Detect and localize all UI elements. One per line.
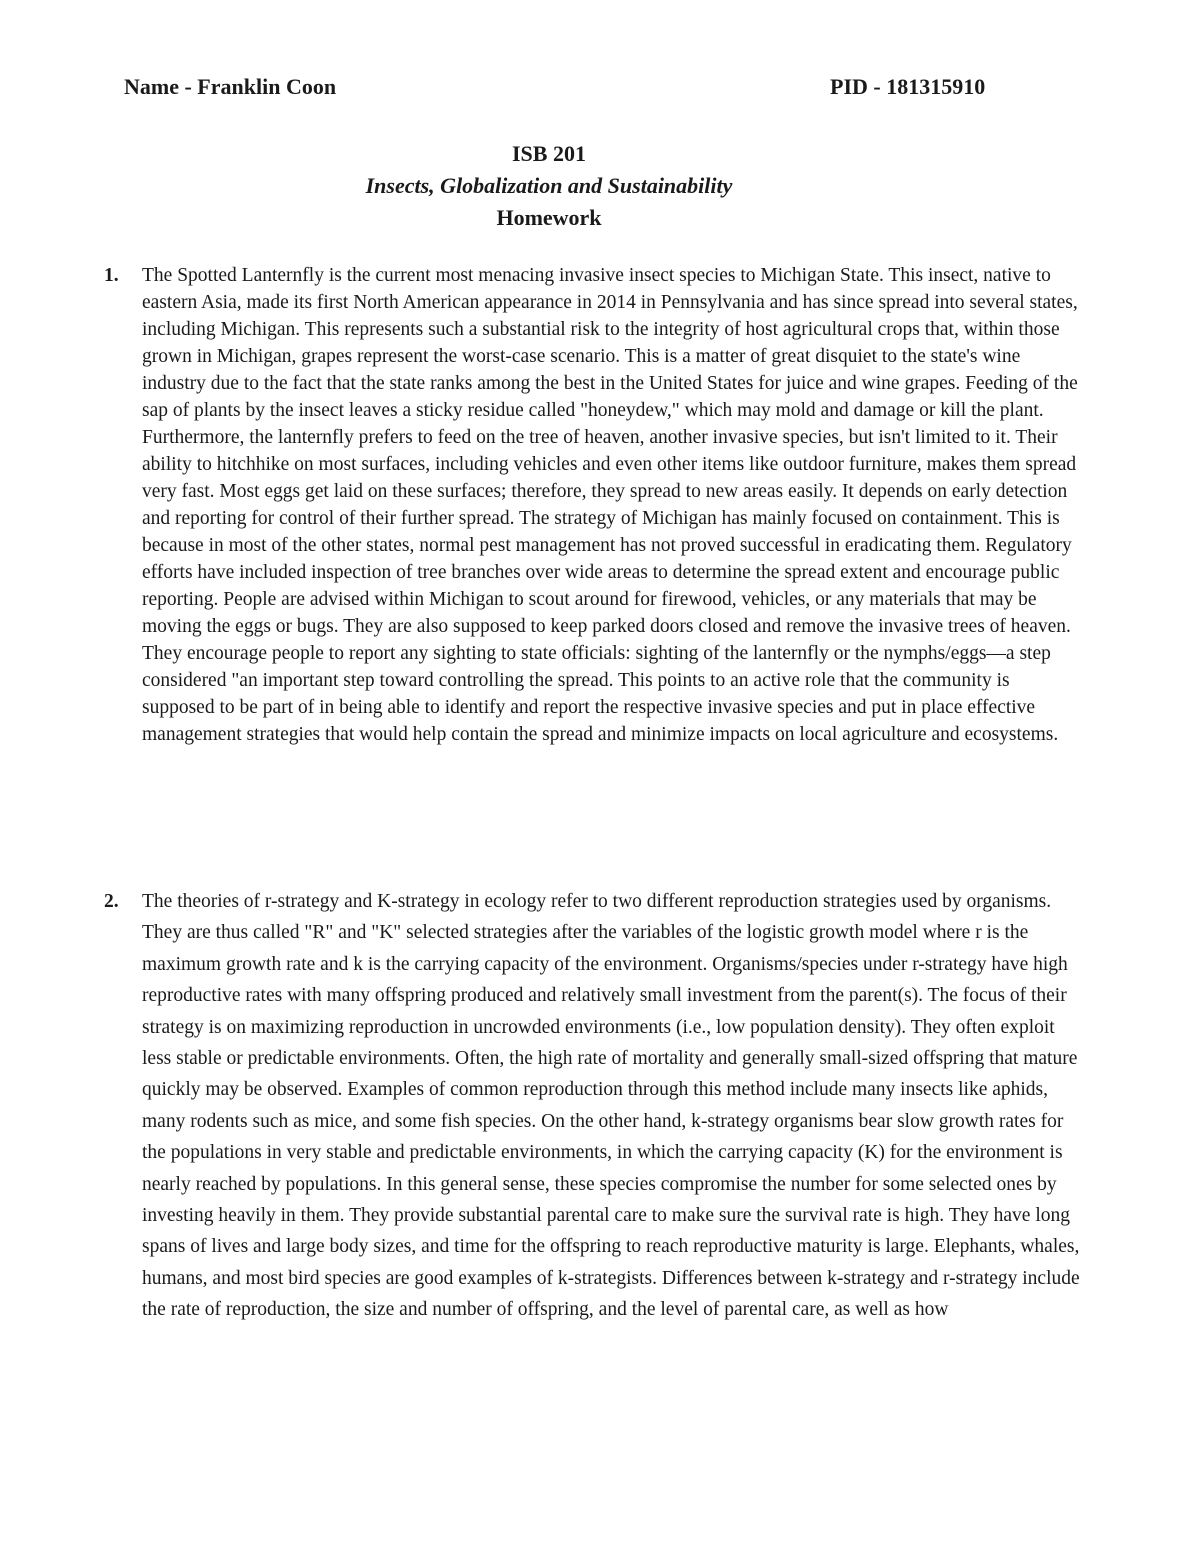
student-name: Name - Franklin Coon [124,74,337,99]
student-pid: PID - 181315910 [830,74,986,99]
document-type: Homework [496,205,602,230]
question-answer-text: The theories of r-strategy and K-strategy in ecology refer to two different reproduction strategies used by organisms. They are thus called "R" and "K" selected strategies after the variables of the logistic growth model where r is the maximum growth rate and k is the carrying capacity of the environment. Organisms/species under r-strategy have high reproductive rates with many offspring produced and relatively small investment from the parent(s). The focus of their strategy is on maximizing reproduction in uncrowded environments (i.e., low population density). They often exploit less stable or predictable environments. Often, the high rate of mortality and generally small-sized offspring that mature quickly may be observed. Examples of common reproduction through this method include many insects like aphids, many rodents such as mice, and some fish species. On the other hand, k-strategy organisms bear slow growth rates for the populations in very stable and predictable environments, in which the carrying capacity (K) for the environment is nearly reached by populations. In this general sense, these species compromise the number for some selected ones by investing heavily in them. They provide substantial parental care to make sure the survival rate is high. They have long spans of lives and large body sizes, and time for the offspring to reach reproductive maturity is large. Elephants, whales, humans, and most bird species are good examples of k-strategists. Differences between k-strategy and r-strategy include the rate of reproduction, the size and number of offspring, and the level of parental care, as well as how [142,891,1080,1321]
course-code: ISB 201 [512,141,586,166]
question-number: 2. [104,891,119,912]
question-number: 1. [104,265,119,286]
question-answer-text: The Spotted Lanternfly is the current most menacing invasive insect species to Michigan State. This insect, native to eastern Asia, made its first North American appearance in 2014 in Pennsylvania and has since spread into several states, including Michigan. This represents such a substantial risk to the integrity of host agricultural crops that, within those grown in Michigan, grapes represent the worst-case scenario. This is a matter of great disquiet to the state's wine industry due to the fact that the state ranks among the best in the United States for juice and wine grapes. Feeding of the sap of plants by the insect leaves a sticky residue called "honeydew," which may mold and damage or kill the plant. Furthermore, the lanternfly prefers to feed on the tree of heaven, another invasive species, but isn't limited to it. Their ability to hitchhike on most surfaces, including vehicles and even other items like outdoor furniture, makes them spread very fast. Most eggs get laid on these surfaces; therefore, they spread to new areas easily. It depends on early detection and reporting for control of their further spread. The strategy of Michigan has mainly focused on containment. This is because in most of the other states, normal pest management has not proved successful in eradicating them. Regulatory efforts have included inspection of tree branches over wide areas to determine the spread extent and encourage public reporting. People are advised within Michigan to scout around for firewood, vehicles, or any materials that may be moving the eggs or bugs. They are also supposed to keep parked doors closed and remove the invasive trees of heaven. They encourage people to report any sighting to state officials: sighting of the lanternfly or the nymphs/eggs—a step considered "an important step toward controlling the spread. This points to an active role that the community is supposed to be part of in being able to identify and report the respective invasive species and put in place effective management strategies that would help contain the spread and minimize impacts on local agriculture and ecosystems. [142,265,1078,745]
course-title: Insects, Globalization and Sustainability [365,173,733,198]
title-block [0,138,1098,234]
